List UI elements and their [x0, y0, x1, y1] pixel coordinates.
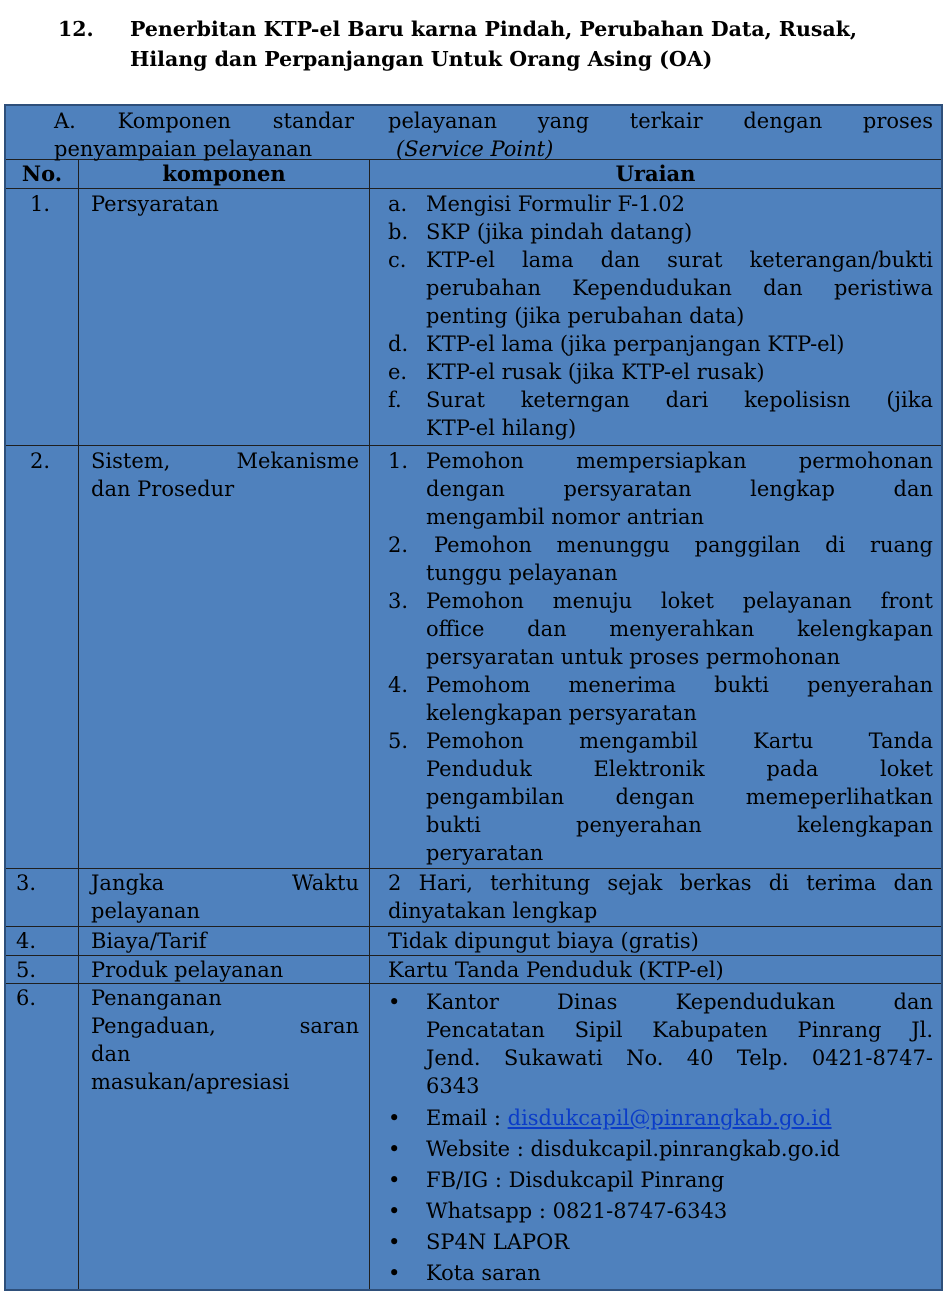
list-text: SKP (jika pindah datang)	[426, 220, 693, 244]
component-line: masukan/apresiasi	[91, 1070, 290, 1094]
bullet-icon: •	[388, 990, 401, 1014]
section-a-description	[388, 107, 933, 163]
list-text: Website : disdukcapil.pinrangkab.go.id	[426, 1137, 841, 1161]
row-number: 4.	[16, 929, 37, 953]
list-text: kelengkapan persyaratan	[426, 701, 697, 725]
list-text: 6343	[426, 1074, 480, 1098]
list-text: persyaratan untuk proses permohonan	[426, 645, 841, 669]
list-marker: f.	[388, 388, 402, 412]
list-text	[426, 1104, 933, 1132]
list-marker: b.	[388, 220, 409, 244]
component-name	[91, 984, 359, 1096]
bullet-icon: •	[388, 1230, 401, 1254]
list-text: Pemohom menerima bukti penyerahan	[426, 673, 933, 697]
bullet-icon: •	[388, 1168, 401, 1192]
list-text: tunggu pelayanan	[426, 561, 618, 585]
row-number: 3.	[16, 871, 37, 895]
list-text: Pemohon mengambil Kartu Tanda	[426, 729, 933, 753]
column-divider	[78, 159, 79, 1289]
component-line: dan	[91, 1042, 131, 1066]
list-marker: 3.	[388, 589, 409, 613]
row-divider	[6, 445, 941, 446]
heading-title-line-1: Penerbitan KTP-el Baru karna Pindah, Perubahan Data, Rusak,	[130, 17, 858, 41]
list-text: KTP-el rusak (jika KTP-el rusak)	[426, 360, 765, 384]
row-divider	[6, 188, 941, 189]
email-label: Email :	[426, 1106, 508, 1130]
heading-number: 12.	[58, 17, 94, 41]
list-marker: d.	[388, 332, 409, 356]
service-fee: Tidak dipungut biaya (gratis)	[388, 929, 699, 953]
list-marker: e.	[388, 360, 408, 384]
section-a-label	[54, 107, 354, 163]
heading-title-line-2: Hilang dan Perpanjangan Untuk Orang Asing (OA)	[130, 47, 713, 71]
component-line: Sistem, Mekanisme	[91, 449, 359, 473]
list-text: Pencatatan Sipil Kabupaten Pinrang Jl.	[426, 1018, 933, 1042]
list-text: KTP-el lama dan surat keterangan/bukti	[426, 248, 933, 272]
row-number: 6.	[16, 986, 37, 1010]
bullet-icon: •	[388, 1106, 401, 1130]
list-text: KTP-el hilang)	[426, 416, 577, 440]
list-marker: 4.	[388, 673, 409, 697]
list-text: Mengisi Formulir F-1.02	[426, 192, 685, 216]
component-line: dan Prosedur	[91, 477, 235, 501]
component-name: Biaya/Tarif	[91, 929, 207, 953]
section-a-text-3: pelayanan yang terkair dengan proses	[388, 109, 933, 133]
row-number: 2.	[30, 449, 51, 473]
list-text: Kota saran	[426, 1261, 541, 1285]
description-line: dinyatakan lengkap	[388, 899, 598, 923]
list-text: Whatsapp : 0821-8747-6343	[426, 1199, 728, 1223]
list-text: perubahan Kependudukan dan peristiwa	[426, 276, 933, 300]
list-text: office dan menyerahkan kelengkapan	[426, 617, 933, 641]
component-line: Penanganan	[91, 986, 222, 1010]
list-text: dengan persyaratan lengkap dan	[426, 477, 933, 501]
list-text: FB/IG : Disdukcapil Pinrang	[426, 1168, 725, 1192]
list-text: Kantor Dinas Kependudukan dan	[426, 990, 933, 1014]
list-text: SP4N LAPOR	[426, 1230, 570, 1254]
column-header-no: No.	[21, 161, 63, 186]
component-name	[91, 190, 359, 218]
bullet-icon: •	[388, 1199, 401, 1223]
list-text: mengambil nomor antrian	[426, 505, 705, 529]
component-name: Produk pelayanan	[91, 958, 284, 982]
service-standard-table	[4, 104, 943, 1291]
list-marker: 1.	[388, 449, 409, 473]
section-a-text-2: penyampaian pelayanan	[54, 137, 313, 161]
column-divider	[369, 159, 370, 1289]
component-line: Pengaduan, saran	[91, 1014, 359, 1038]
list-text: Penduduk Elektronik pada loket	[426, 757, 933, 781]
list-text: Pemohon menuju loket pelayanan front	[426, 589, 933, 613]
component-name	[91, 447, 359, 503]
row-number: 1.	[30, 192, 51, 216]
list-text: pengambilan dengan memeperlihatkan	[426, 785, 933, 809]
component-line: Persyaratan	[91, 192, 219, 216]
section-a-service-point: (Service Point)	[396, 137, 554, 161]
column-header-uraian: Uraian	[615, 161, 696, 186]
list-text: peryaratan	[426, 841, 544, 865]
bullet-icon: •	[388, 1137, 401, 1161]
list-text: Pemohon mempersiapkan permohonan	[426, 449, 933, 473]
row-number: 5.	[16, 958, 37, 982]
description-line: 2 Hari, terhitung sejak berkas di terima dan	[388, 871, 933, 895]
list-marker: a.	[388, 192, 408, 216]
service-duration	[388, 869, 933, 925]
list-text: Surat keterngan dari kepolisisn (jika	[426, 388, 933, 412]
list-text: bukti penyerahan kelengkapan	[426, 813, 933, 837]
component-line: Jangka Waktu	[91, 871, 359, 895]
list-marker: 2.	[388, 533, 409, 557]
email-link[interactable]: disdukcapil@pinrangkab.go.id	[507, 1106, 832, 1130]
list-text: Jend. Sukawati No. 40 Telp. 0421-8747-	[426, 1046, 933, 1070]
list-text: Pemohon menunggu panggilan di ruang	[434, 533, 933, 557]
section-a-text-1: A. Komponen standar	[54, 109, 354, 133]
list-marker: c.	[388, 248, 407, 272]
service-product: Kartu Tanda Penduduk (KTP-el)	[388, 958, 724, 982]
column-header-komponen: komponen	[162, 161, 286, 186]
list-marker: 5.	[388, 729, 409, 753]
component-name	[91, 869, 359, 925]
list-text: KTP-el lama (jika perpanjangan KTP-el)	[426, 332, 845, 356]
list-text: penting (jika perubahan data)	[426, 304, 745, 328]
bullet-icon: •	[388, 1261, 401, 1285]
component-line: pelayanan	[91, 899, 201, 923]
